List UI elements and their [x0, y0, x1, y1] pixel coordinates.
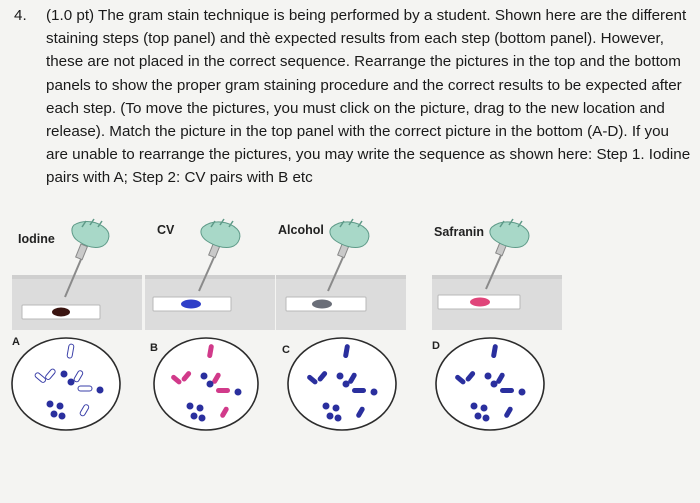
result-d-micrograph: [430, 332, 570, 492]
result-letter: A: [12, 336, 20, 348]
stain-drop: [52, 308, 70, 317]
step-label: Iodine: [18, 232, 55, 246]
result-c-micrograph: [282, 332, 422, 492]
result-card-b[interactable]: [150, 332, 290, 492]
result-card-a[interactable]: [8, 332, 148, 492]
question-number: 4.: [14, 7, 27, 24]
result-letter: C: [282, 344, 290, 356]
step-card-safranin[interactable]: [432, 215, 562, 330]
step-label: CV: [157, 223, 175, 237]
stain-drop: [181, 300, 201, 309]
step-card-iodine[interactable]: [12, 215, 142, 330]
question-text: (1.0 pt) The gram stain technique is being performed by a student. Shown here are the different staining steps (top panel) and thè expected results from each step (bottom panel). However, these are not placed in the correct sequence. Rearrange the pictures in the top and the bottom panels to show the proper gram staining procedure and the correct results to be expected after each step. (To move the pictures, you must click on the picture, drag to the new location and release). Match the picture in the top panel with the correct picture in the bottom (A-D). If you are unable to rearrange the pictures, you may write the sequence as shown here: Step 1. Iodine pairs with A; Step 2: CV pairs with B etc: [46, 7, 691, 187]
step-label: Safranin: [434, 225, 485, 239]
staining-steps-panel: [0, 215, 700, 330]
stain-drop: [312, 300, 332, 309]
result-letter: B: [150, 342, 158, 354]
expected-results-panel: [0, 332, 700, 492]
step-label: Alcohol: [278, 223, 324, 237]
result-a-micrograph: [8, 332, 148, 492]
result-b-micrograph: [150, 332, 290, 492]
result-card-c[interactable]: [282, 332, 422, 492]
stain-drop: [470, 298, 490, 307]
question-block: [14, 4, 694, 190]
step-card-cv[interactable]: [145, 215, 275, 330]
step-card-alcohol[interactable]: [276, 215, 406, 330]
result-card-d[interactable]: [430, 332, 570, 492]
result-letter: D: [432, 340, 440, 352]
